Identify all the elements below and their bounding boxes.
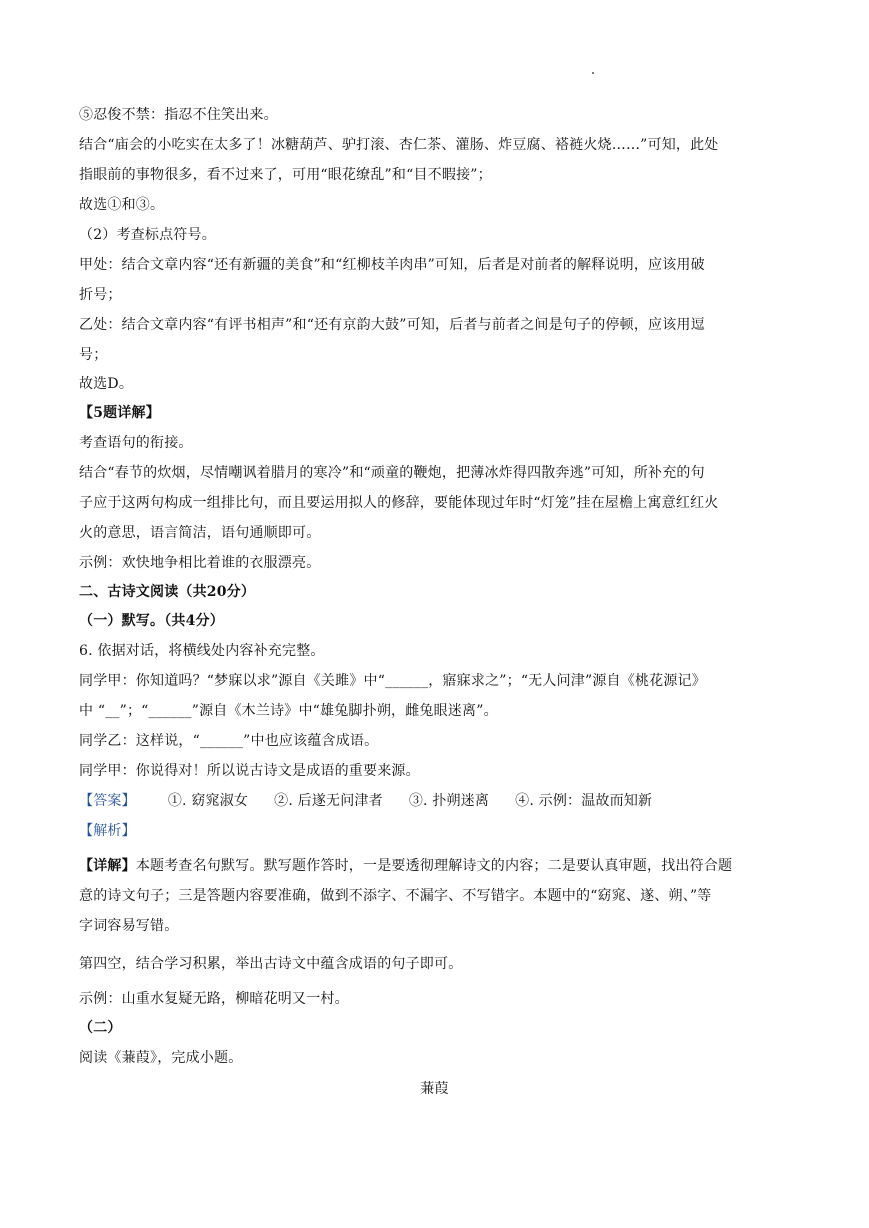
detail-label: 【详解】 bbox=[79, 858, 136, 874]
question-line: 6. 依据对话，将横线处内容补充完整。 bbox=[79, 643, 325, 659]
text-line: 指眼前的事物很多，看不过来了，可用“眼花缭乱”和“目不暇接”； bbox=[79, 167, 492, 183]
poem-title: 蒹葭 bbox=[420, 1081, 449, 1097]
text-line: 子应于这两句构成一组排比句，而且要运用拟人的修辞，要能体现过年时“灯笼”挂在屋檐上寓意红红火 bbox=[79, 495, 719, 511]
answer-item: ②. 后遂无问津者 bbox=[274, 793, 383, 809]
text-line: 火的意思，语言简洁，语句通顺即可。 bbox=[79, 525, 321, 541]
answer-label: 【答案】 bbox=[79, 793, 136, 809]
answer-item: ④. 示例：温故而知新 bbox=[515, 793, 653, 809]
analysis-label: 【解析】 bbox=[79, 823, 136, 839]
text-line: 结合“庙会的小吃实在太多了！冰糖葫芦、驴打滚、杏仁茶、灌肠、炸豆腐、褡裢火烧……”可知，此处 bbox=[79, 137, 719, 153]
text-line: 故选D。 bbox=[79, 376, 134, 392]
text-line: 结合“春节的炊烟，尽情嘲讽着腊月的寒冷”和“顽童的鞭炮，把薄冰炸得四散奔逃”可知，所补充的句 bbox=[79, 465, 705, 481]
answer-line bbox=[79, 792, 799, 810]
header-dot bbox=[592, 72, 594, 74]
answer-item: ③. 扑朔迷离 bbox=[408, 793, 490, 809]
subsection-heading: （二） bbox=[79, 1020, 122, 1036]
subsection-heading: （一）默写。（共4分） bbox=[79, 613, 224, 629]
text-line: 甲处：结合文章内容“还有新疆的美食”和“红柳枝羊肉串”可知，后者是对前者的解释说明，应该用破 bbox=[79, 257, 705, 273]
text-line: 意的诗文句子；三是答题内容要准确，做到不添字、不漏字、不写错字。本题中的“窈窕、遂、朔、”等 bbox=[79, 888, 712, 904]
text-line: 故选①和③。 bbox=[79, 197, 165, 213]
detail-line: 【详解】本题考查名句默写。默写题作答时，一是要透彻理解诗文的内容；二是要认真审题，找出符合题 bbox=[79, 858, 733, 874]
text-line: ⑤忍俊不禁：指忍不住笑出来。 bbox=[79, 107, 278, 123]
text-line: 示例：山重水复疑无路，柳暗花明又一村。 bbox=[79, 991, 349, 1007]
text-line: （2）考查标点符号。 bbox=[79, 227, 216, 243]
text-line: 同学甲：你说得对！所以说古诗文是成语的重要来源。 bbox=[79, 763, 420, 779]
text-line: 同学甲：你知道吗？“梦寐以求”源自《关雎》中“______，寤寐求之”；“无人问津”源自《桃花源记》 bbox=[79, 673, 706, 689]
text-line: 同学乙：这样说，“______”中也应该蕴含成语。 bbox=[79, 733, 379, 749]
text-line: 折号； bbox=[79, 287, 122, 303]
section-heading: 二、古诗文阅读（共20分） bbox=[79, 584, 256, 600]
text-line: 示例：欢快地争相比着谁的衣服漂亮。 bbox=[79, 555, 321, 571]
text-line: 考查语句的衔接。 bbox=[79, 435, 193, 451]
text-line: 乙处：结合文章内容“有评书相声”和“还有京韵大鼓”可知，后者与前者之间是句子的停顿，应该用逗 bbox=[79, 317, 705, 333]
text-line: 中 “__”；“______”源自《木兰诗》中“雄兔脚扑朔，雌兔眼迷离”。 bbox=[79, 703, 498, 719]
answer-item: ①. 窈窕淑女 bbox=[167, 793, 249, 809]
text-line: 号； bbox=[79, 347, 108, 363]
text-line: 字词容易写错。 bbox=[79, 918, 179, 934]
text-line: 阅读《蒹葭》，完成小题。 bbox=[79, 1050, 243, 1066]
section-heading: 【5题详解】 bbox=[79, 405, 160, 421]
text-line: 第四空，结合学习积累，举出古诗文中蕴含成语的句子即可。 bbox=[79, 956, 463, 972]
